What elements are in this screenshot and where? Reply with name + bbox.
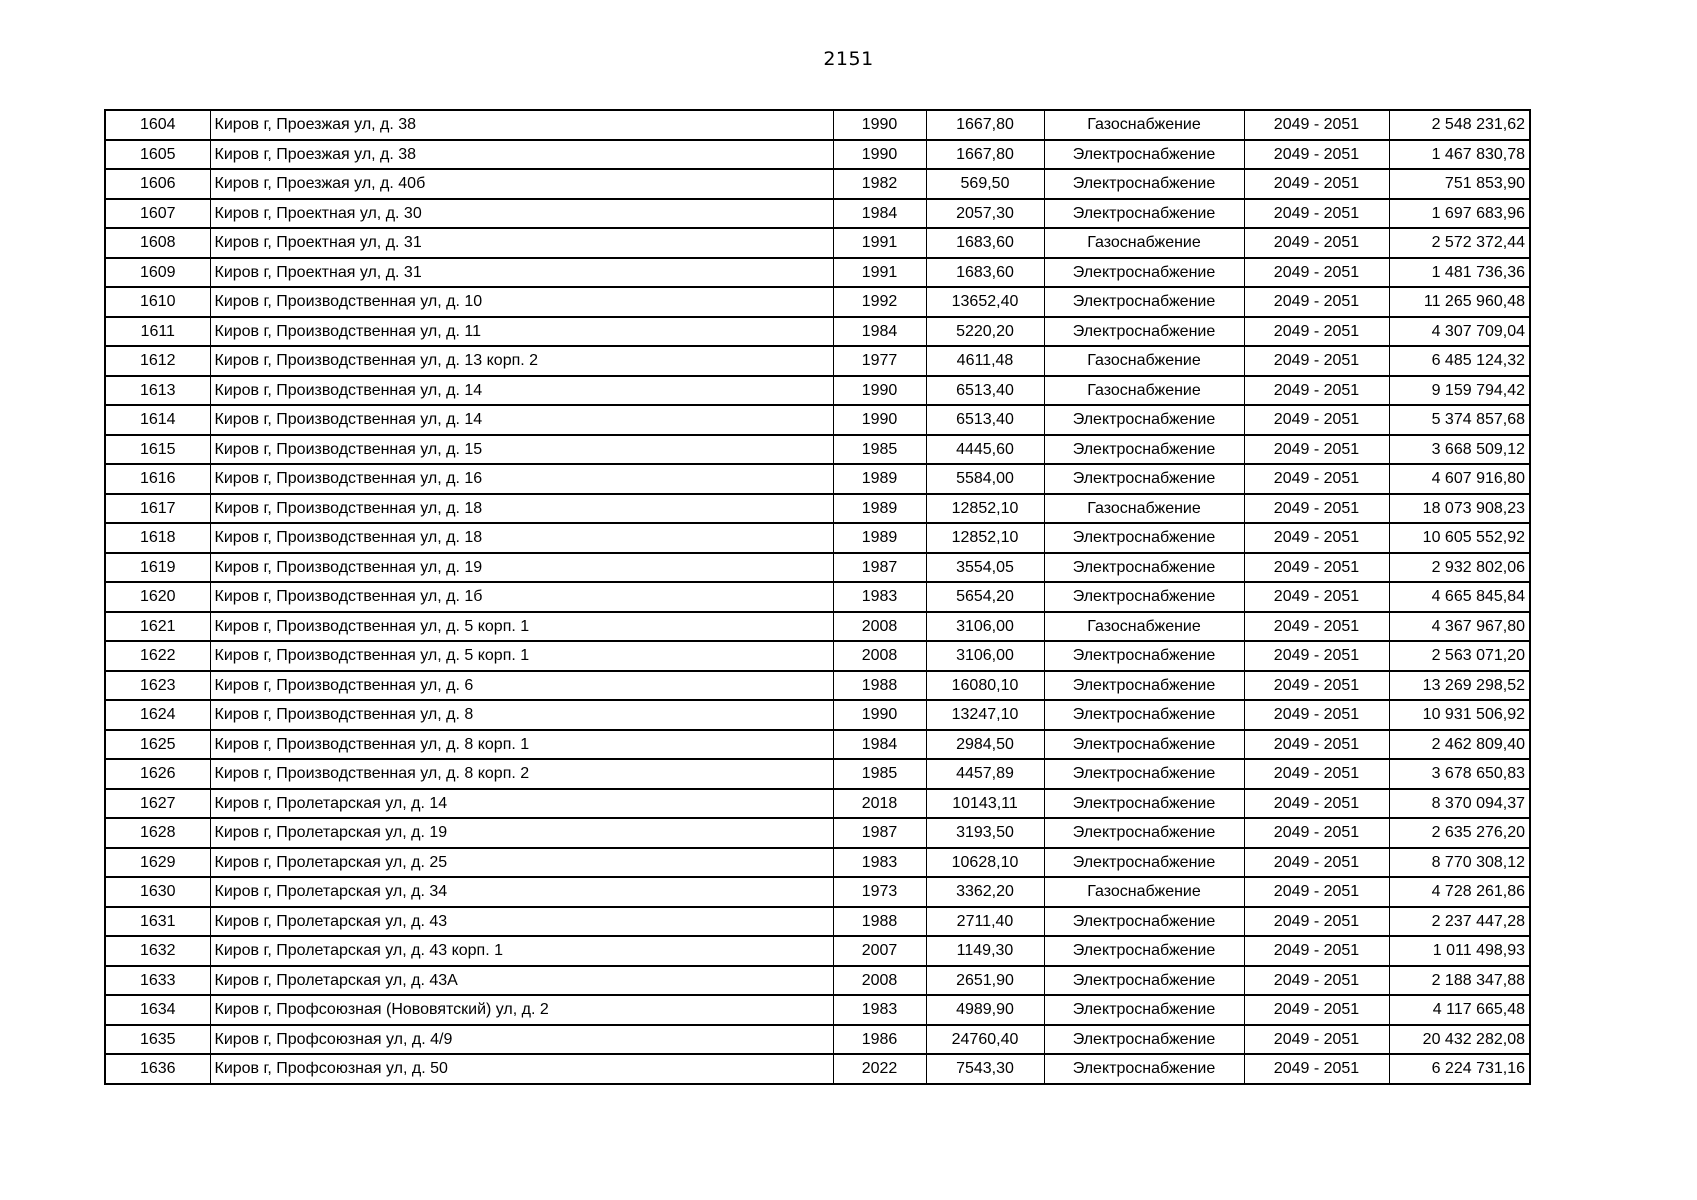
row-number: 1608 (105, 228, 210, 258)
service-type-cell: Электроснабжение (1044, 907, 1244, 937)
service-type-cell: Электроснабжение (1044, 582, 1244, 612)
area-cell: 6513,40 (926, 405, 1044, 435)
table-row (105, 346, 1530, 376)
address-cell: Киров г, Пролетарская ул, д. 43А (210, 966, 833, 996)
period-cell: 2049 - 2051 (1244, 995, 1389, 1025)
table-row (105, 405, 1530, 435)
cost-cell: 1 481 736,36 (1389, 258, 1530, 288)
address-cell: Киров г, Пролетарская ул, д. 43 корп. 1 (210, 936, 833, 966)
period-cell: 2049 - 2051 (1244, 936, 1389, 966)
area-cell: 12852,10 (926, 523, 1044, 553)
address-cell: Киров г, Производственная ул, д. 6 (210, 671, 833, 701)
period-cell: 2049 - 2051 (1244, 612, 1389, 642)
table-row (105, 287, 1530, 317)
table-row (105, 671, 1530, 701)
service-type-cell: Электроснабжение (1044, 966, 1244, 996)
cost-cell: 4 728 261,86 (1389, 877, 1530, 907)
service-type-cell: Электроснабжение (1044, 789, 1244, 819)
table-row (105, 169, 1530, 199)
row-number: 1609 (105, 258, 210, 288)
row-number: 1604 (105, 110, 210, 140)
address-cell: Киров г, Производственная ул, д. 10 (210, 287, 833, 317)
row-number: 1610 (105, 287, 210, 317)
registry-table-body (105, 110, 1530, 1084)
cost-cell: 3 678 650,83 (1389, 759, 1530, 789)
table-row (105, 907, 1530, 937)
service-type-cell: Электроснабжение (1044, 405, 1244, 435)
service-type-cell: Газоснабжение (1044, 110, 1244, 140)
address-cell: Киров г, Производственная ул, д. 8 (210, 700, 833, 730)
year-cell: 1982 (833, 169, 926, 199)
area-cell: 12852,10 (926, 494, 1044, 524)
table-row (105, 848, 1530, 878)
address-cell: Киров г, Профсоюзная (Нововятский) ул, д. 2 (210, 995, 833, 1025)
cost-cell: 20 432 282,08 (1389, 1025, 1530, 1055)
row-number: 1607 (105, 199, 210, 229)
area-cell: 16080,10 (926, 671, 1044, 701)
table-row (105, 582, 1530, 612)
period-cell: 2049 - 2051 (1244, 966, 1389, 996)
area-cell: 4457,89 (926, 759, 1044, 789)
table-row (105, 1054, 1530, 1084)
service-type-cell: Газоснабжение (1044, 494, 1244, 524)
service-type-cell: Электроснабжение (1044, 317, 1244, 347)
period-cell: 2049 - 2051 (1244, 346, 1389, 376)
area-cell: 2984,50 (926, 730, 1044, 760)
service-type-cell: Электроснабжение (1044, 287, 1244, 317)
row-number: 1631 (105, 907, 210, 937)
period-cell: 2049 - 2051 (1244, 494, 1389, 524)
address-cell: Киров г, Производственная ул, д. 15 (210, 435, 833, 465)
row-number: 1606 (105, 169, 210, 199)
address-cell: Киров г, Пролетарская ул, д. 14 (210, 789, 833, 819)
row-number: 1625 (105, 730, 210, 760)
row-number: 1630 (105, 877, 210, 907)
address-cell: Киров г, Производственная ул, д. 13 корп. 2 (210, 346, 833, 376)
period-cell: 2049 - 2051 (1244, 110, 1389, 140)
address-cell: Киров г, Производственная ул, д. 16 (210, 464, 833, 494)
table-row (105, 258, 1530, 288)
address-cell: Киров г, Пролетарская ул, д. 19 (210, 818, 833, 848)
row-number: 1635 (105, 1025, 210, 1055)
year-cell: 1991 (833, 258, 926, 288)
address-cell: Киров г, Производственная ул, д. 18 (210, 523, 833, 553)
year-cell: 1989 (833, 494, 926, 524)
period-cell: 2049 - 2051 (1244, 228, 1389, 258)
year-cell: 2008 (833, 966, 926, 996)
year-cell: 1990 (833, 700, 926, 730)
area-cell: 6513,40 (926, 376, 1044, 406)
year-cell: 1991 (833, 228, 926, 258)
period-cell: 2049 - 2051 (1244, 641, 1389, 671)
row-number: 1622 (105, 641, 210, 671)
year-cell: 1990 (833, 110, 926, 140)
year-cell: 2018 (833, 789, 926, 819)
area-cell: 3193,50 (926, 818, 1044, 848)
year-cell: 1983 (833, 995, 926, 1025)
address-cell: Киров г, Проезжая ул, д. 38 (210, 140, 833, 170)
row-number: 1624 (105, 700, 210, 730)
year-cell: 2008 (833, 612, 926, 642)
cost-cell: 4 607 916,80 (1389, 464, 1530, 494)
period-cell: 2049 - 2051 (1244, 1025, 1389, 1055)
address-cell: Киров г, Профсоюзная ул, д. 4/9 (210, 1025, 833, 1055)
period-cell: 2049 - 2051 (1244, 877, 1389, 907)
row-number: 1633 (105, 966, 210, 996)
period-cell: 2049 - 2051 (1244, 464, 1389, 494)
cost-cell: 2 932 802,06 (1389, 553, 1530, 583)
year-cell: 1985 (833, 759, 926, 789)
year-cell: 1989 (833, 523, 926, 553)
table-row (105, 995, 1530, 1025)
area-cell: 3554,05 (926, 553, 1044, 583)
cost-cell: 2 635 276,20 (1389, 818, 1530, 848)
year-cell: 1984 (833, 199, 926, 229)
service-type-cell: Электроснабжение (1044, 759, 1244, 789)
service-type-cell: Электроснабжение (1044, 818, 1244, 848)
service-type-cell: Электроснабжение (1044, 199, 1244, 229)
area-cell: 10143,11 (926, 789, 1044, 819)
service-type-cell: Электроснабжение (1044, 464, 1244, 494)
row-number: 1627 (105, 789, 210, 819)
address-cell: Киров г, Проектная ул, д. 30 (210, 199, 833, 229)
period-cell: 2049 - 2051 (1244, 671, 1389, 701)
service-type-cell: Электроснабжение (1044, 435, 1244, 465)
period-cell: 2049 - 2051 (1244, 199, 1389, 229)
service-type-cell: Электроснабжение (1044, 936, 1244, 966)
area-cell: 569,50 (926, 169, 1044, 199)
service-type-cell: Электроснабжение (1044, 169, 1244, 199)
cost-cell: 1 697 683,96 (1389, 199, 1530, 229)
area-cell: 4611,48 (926, 346, 1044, 376)
service-type-cell: Электроснабжение (1044, 671, 1244, 701)
cost-cell: 11 265 960,48 (1389, 287, 1530, 317)
address-cell: Киров г, Производственная ул, д. 5 корп. 1 (210, 641, 833, 671)
area-cell: 2711,40 (926, 907, 1044, 937)
address-cell: Киров г, Профсоюзная ул, д. 50 (210, 1054, 833, 1084)
address-cell: Киров г, Пролетарская ул, д. 43 (210, 907, 833, 937)
row-number: 1605 (105, 140, 210, 170)
cost-cell: 2 237 447,28 (1389, 907, 1530, 937)
row-number: 1626 (105, 759, 210, 789)
table-row (105, 789, 1530, 819)
period-cell: 2049 - 2051 (1244, 258, 1389, 288)
period-cell: 2049 - 2051 (1244, 700, 1389, 730)
service-type-cell: Газоснабжение (1044, 346, 1244, 376)
period-cell: 2049 - 2051 (1244, 435, 1389, 465)
year-cell: 1988 (833, 671, 926, 701)
cost-cell: 2 188 347,88 (1389, 966, 1530, 996)
address-cell: Киров г, Производственная ул, д. 11 (210, 317, 833, 347)
year-cell: 1987 (833, 553, 926, 583)
address-cell: Киров г, Пролетарская ул, д. 25 (210, 848, 833, 878)
year-cell: 1990 (833, 140, 926, 170)
cost-cell: 13 269 298,52 (1389, 671, 1530, 701)
cost-cell: 8 370 094,37 (1389, 789, 1530, 819)
cost-cell: 18 073 908,23 (1389, 494, 1530, 524)
address-cell: Киров г, Проектная ул, д. 31 (210, 258, 833, 288)
address-cell: Киров г, Проезжая ул, д. 38 (210, 110, 833, 140)
year-cell: 1989 (833, 464, 926, 494)
row-number: 1611 (105, 317, 210, 347)
area-cell: 1667,80 (926, 140, 1044, 170)
cost-cell: 1 467 830,78 (1389, 140, 1530, 170)
table-row (105, 759, 1530, 789)
service-type-cell: Электроснабжение (1044, 1025, 1244, 1055)
cost-cell: 751 853,90 (1389, 169, 1530, 199)
area-cell: 4445,60 (926, 435, 1044, 465)
address-cell: Киров г, Пролетарская ул, д. 34 (210, 877, 833, 907)
cost-cell: 1 011 498,93 (1389, 936, 1530, 966)
year-cell: 1984 (833, 730, 926, 760)
period-cell: 2049 - 2051 (1244, 818, 1389, 848)
row-number: 1613 (105, 376, 210, 406)
period-cell: 2049 - 2051 (1244, 553, 1389, 583)
table-row (105, 199, 1530, 229)
area-cell: 13247,10 (926, 700, 1044, 730)
period-cell: 2049 - 2051 (1244, 1054, 1389, 1084)
table-row (105, 641, 1530, 671)
address-cell: Киров г, Проезжая ул, д. 40б (210, 169, 833, 199)
area-cell: 1667,80 (926, 110, 1044, 140)
table-row (105, 730, 1530, 760)
cost-cell: 2 462 809,40 (1389, 730, 1530, 760)
cost-cell: 4 367 967,80 (1389, 612, 1530, 642)
address-cell: Киров г, Производственная ул, д. 18 (210, 494, 833, 524)
row-number: 1623 (105, 671, 210, 701)
row-number: 1620 (105, 582, 210, 612)
area-cell: 1683,60 (926, 258, 1044, 288)
cost-cell: 2 548 231,62 (1389, 110, 1530, 140)
cost-cell: 9 159 794,42 (1389, 376, 1530, 406)
row-number: 1634 (105, 995, 210, 1025)
year-cell: 1983 (833, 848, 926, 878)
area-cell: 4989,90 (926, 995, 1044, 1025)
service-type-cell: Электроснабжение (1044, 730, 1244, 760)
year-cell: 1988 (833, 907, 926, 937)
cost-cell: 4 307 709,04 (1389, 317, 1530, 347)
service-type-cell: Электроснабжение (1044, 140, 1244, 170)
address-cell: Киров г, Производственная ул, д. 19 (210, 553, 833, 583)
area-cell: 10628,10 (926, 848, 1044, 878)
period-cell: 2049 - 2051 (1244, 140, 1389, 170)
period-cell: 2049 - 2051 (1244, 287, 1389, 317)
year-cell: 1984 (833, 317, 926, 347)
service-type-cell: Газоснабжение (1044, 612, 1244, 642)
service-type-cell: Электроснабжение (1044, 258, 1244, 288)
row-number: 1616 (105, 464, 210, 494)
address-cell: Киров г, Проектная ул, д. 31 (210, 228, 833, 258)
row-number: 1615 (105, 435, 210, 465)
cost-cell: 2 572 372,44 (1389, 228, 1530, 258)
year-cell: 1992 (833, 287, 926, 317)
year-cell: 1990 (833, 405, 926, 435)
cost-cell: 4 665 845,84 (1389, 582, 1530, 612)
cost-cell: 4 117 665,48 (1389, 995, 1530, 1025)
row-number: 1619 (105, 553, 210, 583)
row-number: 1621 (105, 612, 210, 642)
address-cell: Киров г, Производственная ул, д. 14 (210, 405, 833, 435)
address-cell: Киров г, Производственная ул, д. 8 корп. 1 (210, 730, 833, 760)
period-cell: 2049 - 2051 (1244, 405, 1389, 435)
period-cell: 2049 - 2051 (1244, 317, 1389, 347)
area-cell: 5584,00 (926, 464, 1044, 494)
period-cell: 2049 - 2051 (1244, 730, 1389, 760)
table-row (105, 523, 1530, 553)
table-row (105, 140, 1530, 170)
year-cell: 2008 (833, 641, 926, 671)
service-type-cell: Электроснабжение (1044, 1054, 1244, 1084)
service-type-cell: Электроснабжение (1044, 523, 1244, 553)
address-cell: Киров г, Производственная ул, д. 14 (210, 376, 833, 406)
page-number: 2151 (823, 48, 874, 70)
area-cell: 5654,20 (926, 582, 1044, 612)
service-type-cell: Электроснабжение (1044, 995, 1244, 1025)
cost-cell: 10 931 506,92 (1389, 700, 1530, 730)
table-row (105, 877, 1530, 907)
period-cell: 2049 - 2051 (1244, 907, 1389, 937)
table-row (105, 553, 1530, 583)
area-cell: 3362,20 (926, 877, 1044, 907)
table-row (105, 317, 1530, 347)
period-cell: 2049 - 2051 (1244, 523, 1389, 553)
row-number: 1632 (105, 936, 210, 966)
address-cell: Киров г, Производственная ул, д. 8 корп. 2 (210, 759, 833, 789)
year-cell: 1977 (833, 346, 926, 376)
table-row (105, 936, 1530, 966)
area-cell: 5220,20 (926, 317, 1044, 347)
area-cell: 1683,60 (926, 228, 1044, 258)
year-cell: 2007 (833, 936, 926, 966)
cost-cell: 6 224 731,16 (1389, 1054, 1530, 1084)
cost-cell: 5 374 857,68 (1389, 405, 1530, 435)
table-row (105, 612, 1530, 642)
table-row (105, 494, 1530, 524)
cost-cell: 6 485 124,32 (1389, 346, 1530, 376)
service-type-cell: Электроснабжение (1044, 641, 1244, 671)
table-row (105, 818, 1530, 848)
period-cell: 2049 - 2051 (1244, 169, 1389, 199)
year-cell: 1987 (833, 818, 926, 848)
year-cell: 1985 (833, 435, 926, 465)
service-type-cell: Электроснабжение (1044, 848, 1244, 878)
row-number: 1618 (105, 523, 210, 553)
table-row (105, 376, 1530, 406)
address-cell: Киров г, Производственная ул, д. 1б (210, 582, 833, 612)
row-number: 1629 (105, 848, 210, 878)
year-cell: 1986 (833, 1025, 926, 1055)
year-cell: 2022 (833, 1054, 926, 1084)
service-type-cell: Газоснабжение (1044, 228, 1244, 258)
year-cell: 1983 (833, 582, 926, 612)
area-cell: 1149,30 (926, 936, 1044, 966)
period-cell: 2049 - 2051 (1244, 582, 1389, 612)
row-number: 1614 (105, 405, 210, 435)
row-number: 1636 (105, 1054, 210, 1084)
cost-cell: 10 605 552,92 (1389, 523, 1530, 553)
area-cell: 24760,40 (926, 1025, 1044, 1055)
service-type-cell: Газоснабжение (1044, 376, 1244, 406)
area-cell: 3106,00 (926, 641, 1044, 671)
table-row (105, 435, 1530, 465)
service-type-cell: Электроснабжение (1044, 700, 1244, 730)
table-row (105, 700, 1530, 730)
period-cell: 2049 - 2051 (1244, 789, 1389, 819)
table-row (105, 464, 1530, 494)
period-cell: 2049 - 2051 (1244, 759, 1389, 789)
table-row (105, 1025, 1530, 1055)
cost-cell: 3 668 509,12 (1389, 435, 1530, 465)
row-number: 1612 (105, 346, 210, 376)
period-cell: 2049 - 2051 (1244, 376, 1389, 406)
area-cell: 2057,30 (926, 199, 1044, 229)
area-cell: 3106,00 (926, 612, 1044, 642)
year-cell: 1973 (833, 877, 926, 907)
table-row (105, 110, 1530, 140)
area-cell: 13652,40 (926, 287, 1044, 317)
table-row (105, 966, 1530, 996)
service-type-cell: Газоснабжение (1044, 877, 1244, 907)
table-row (105, 228, 1530, 258)
year-cell: 1990 (833, 376, 926, 406)
cost-cell: 2 563 071,20 (1389, 641, 1530, 671)
area-cell: 7543,30 (926, 1054, 1044, 1084)
service-type-cell: Электроснабжение (1044, 553, 1244, 583)
row-number: 1617 (105, 494, 210, 524)
cost-cell: 8 770 308,12 (1389, 848, 1530, 878)
row-number: 1628 (105, 818, 210, 848)
registry-table (104, 109, 1531, 1085)
area-cell: 2651,90 (926, 966, 1044, 996)
address-cell: Киров г, Производственная ул, д. 5 корп. 1 (210, 612, 833, 642)
period-cell: 2049 - 2051 (1244, 848, 1389, 878)
